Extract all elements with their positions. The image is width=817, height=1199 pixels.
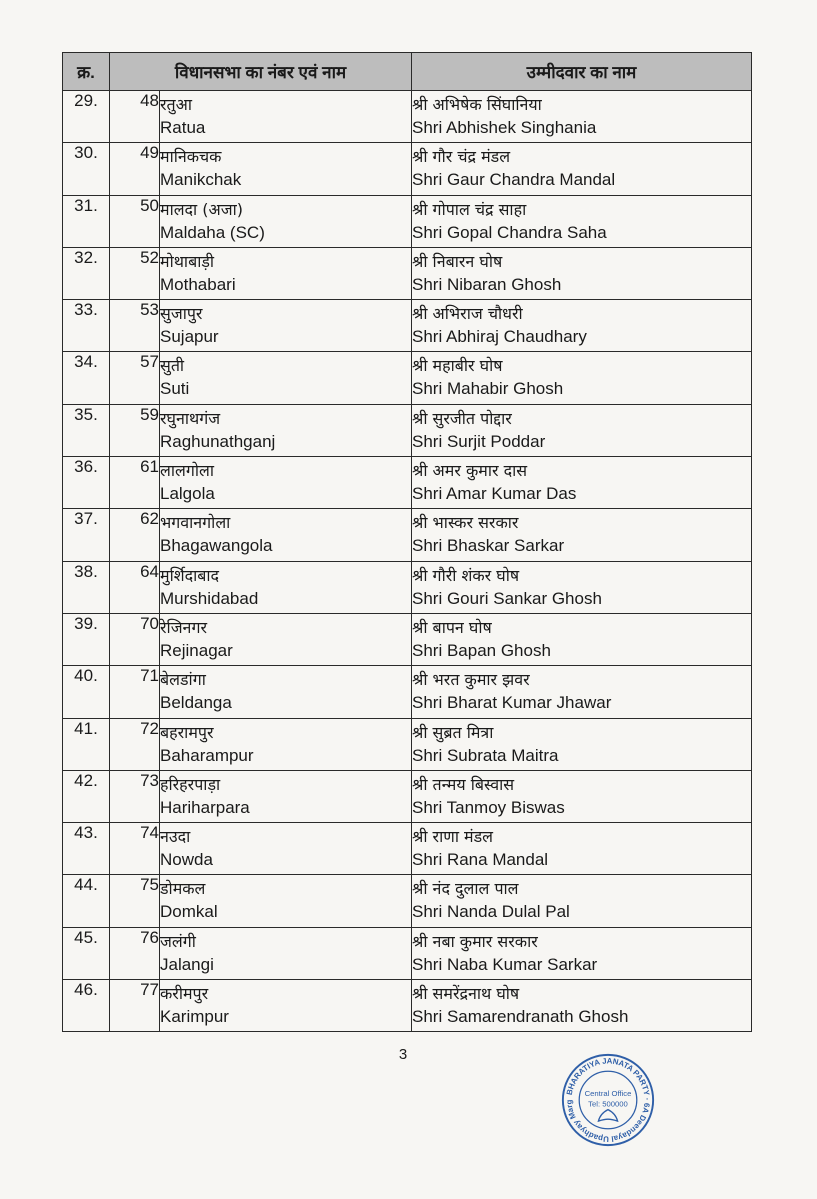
candidate-name-hindi: श्री भरत कुमार झवर [412,670,530,690]
candidate-name-english: Shri Nanda Dulal Pal [412,902,570,922]
candidate-table [62,52,752,1032]
svg-text:Tel: 500000: Tel: 500000 [588,1099,628,1109]
table-row [63,91,752,143]
candidate-name [412,457,752,509]
constituency-number: 74 [110,823,160,875]
constituency-name-hindi: लालगोला [160,461,214,481]
table-row [63,247,752,299]
table-row [63,457,752,509]
candidate-name-english: Shri Rana Mandal [412,850,549,870]
constituency-name-hindi: बेलडांगा [160,670,206,690]
serial-number: 43. [63,823,110,875]
constituency-name [160,770,412,822]
candidate-name [412,927,752,979]
table-row [63,195,752,247]
constituency-name-english: Bhagawangola [160,536,273,556]
constituency-name-hindi: मालदा (अजा) [160,199,244,219]
constituency-name [160,195,412,247]
constituency-name-hindi: डोमकल [160,879,206,899]
constituency-number: 75 [110,875,160,927]
constituency-name [160,927,412,979]
candidate-name-hindi: श्री गौरी शंकर घोष [412,565,520,585]
svg-text:BHARATIYA JANATA PARTY · 6A De: BHARATIYA JANATA PARTY · 6A Deendayal Upadhyay Marg [564,1056,652,1144]
candidate-name [412,300,752,352]
constituency-name-english: Raghunathganj [160,431,276,451]
serial-number: 29. [63,91,110,143]
candidate-name-hindi: श्री सुब्रत मित्रा [412,722,494,742]
candidate-name [412,875,752,927]
candidate-name-hindi: श्री भास्कर सरकार [412,513,519,533]
constituency-name-english: Ratua [160,118,206,137]
constituency-name-english: Jalangi [160,954,214,974]
serial-number: 41. [63,718,110,770]
constituency-name [160,823,412,875]
constituency-number: 52 [110,247,160,299]
constituency-name-hindi: जलंगी [160,931,196,951]
serial-number: 35. [63,404,110,456]
constituency-name [160,404,412,456]
candidate-name-hindi: श्री तन्मय बिस्वास [412,774,515,794]
party-seal-stamp [560,1052,656,1148]
constituency-number: 61 [110,457,160,509]
candidate-name-hindi: श्री अमर कुमार दास [412,461,528,481]
candidate-name-english: Shri Abhishek Singhania [412,118,597,137]
constituency-name-hindi: नउदा [160,827,191,847]
candidate-name [412,718,752,770]
candidate-name-english: Shri Bhaskar Sarkar [412,536,565,556]
serial-number: 44. [63,875,110,927]
constituency-name-english: Hariharpara [160,797,250,817]
svg-text:Central Office: Central Office [584,1089,632,1099]
candidate-name-hindi: श्री गौर चंद्र मंडल [412,147,511,167]
table-row [63,352,752,404]
table-row [63,927,752,979]
serial-number: 37. [63,509,110,561]
candidate-name-english: Shri Abhiraj Chaudhary [412,327,587,347]
constituency-name-english: Mothabari [160,274,236,294]
candidate-name-english: Shri Samarendranath Ghosh [412,1007,629,1027]
candidate-name [412,509,752,561]
candidate-name [412,823,752,875]
serial-number: 33. [63,300,110,352]
constituency-name [160,980,412,1032]
serial-number: 42. [63,770,110,822]
candidate-name-english: Shri Naba Kumar Sarkar [412,954,598,974]
candidate-name-english: Shri Surjit Poddar [412,431,546,451]
candidate-name-english: Shri Gouri Sankar Ghosh [412,588,602,608]
constituency-name-english: Manikchak [160,170,242,190]
constituency-name [160,666,412,718]
constituency-name-english: Beldanga [160,693,232,713]
header-constituency: विधानसभा का नंबर एवं नाम [110,53,412,91]
constituency-number: 49 [110,143,160,195]
serial-number: 46. [63,980,110,1032]
constituency-name-english: Rejinagar [160,640,233,660]
constituency-number: 77 [110,980,160,1032]
constituency-number: 73 [110,770,160,822]
candidate-name-english: Shri Gopal Chandra Saha [412,222,607,242]
seal-icon [560,1052,656,1148]
constituency-number: 72 [110,718,160,770]
candidate-name [412,247,752,299]
constituency-name [160,875,412,927]
constituency-number: 50 [110,195,160,247]
constituency-name-english: Suti [160,379,190,399]
constituency-name-english: Maldaha (SC) [160,222,265,242]
constituency-name-hindi: मानिकचक [160,147,222,167]
serial-number: 30. [63,143,110,195]
constituency-number: 59 [110,404,160,456]
candidate-name-hindi: श्री नबा कुमार सरकार [412,931,538,951]
constituency-name-english: Lalgola [160,484,215,504]
table-row [63,770,752,822]
candidate-name-hindi: श्री नंद दुलाल पाल [412,879,519,899]
constituency-name-hindi: भगवानगोला [160,513,231,533]
header-serial: क्र. [63,53,110,91]
candidate-name-hindi: श्री महाबीर घोष [412,356,503,376]
candidate-name-hindi: श्री अभिषेक सिंघानिया [412,95,542,114]
candidate-name-hindi: श्री बापन घोष [412,617,492,637]
constituency-number: 48 [110,91,160,143]
constituency-number: 71 [110,666,160,718]
constituency-name-english: Domkal [160,902,218,922]
candidate-name [412,561,752,613]
constituency-name-english: Murshidabad [160,588,259,608]
candidate-name-english: Shri Nibaran Ghosh [412,274,562,294]
constituency-name [160,613,412,665]
candidate-name-english: Shri Bapan Ghosh [412,640,551,660]
constituency-number: 57 [110,352,160,404]
constituency-name-hindi: सुती [160,356,185,376]
constituency-number: 53 [110,300,160,352]
constituency-name-hindi: मोथाबाड़ी [160,251,215,271]
candidate-name [412,980,752,1032]
candidate-name [412,352,752,404]
candidate-name [412,143,752,195]
serial-number: 45. [63,927,110,979]
constituency-name [160,143,412,195]
serial-number: 39. [63,613,110,665]
candidate-name-english: Shri Gaur Chandra Mandal [412,170,616,190]
constituency-number: 64 [110,561,160,613]
table-row [63,143,752,195]
candidate-name [412,666,752,718]
table-row [63,980,752,1032]
constituency-name [160,352,412,404]
table-row [63,561,752,613]
table-row [63,666,752,718]
serial-number: 32. [63,247,110,299]
serial-number: 36. [63,457,110,509]
candidate-name [412,91,752,143]
constituency-name-english: Baharampur [160,745,254,765]
constituency-name-hindi: बहरामपुर [160,722,214,742]
table-row [63,823,752,875]
candidate-name-english: Shri Tanmoy Biswas [412,797,565,817]
constituency-name-hindi: करीमपुर [160,984,209,1004]
constituency-name-english: Karimpur [160,1007,229,1027]
serial-number: 38. [63,561,110,613]
constituency-name-hindi: रेजिनगर [160,617,207,637]
constituency-name-hindi: हरिहरपाड़ा [160,774,221,794]
table-row [63,509,752,561]
table-row [63,300,752,352]
constituency-number: 76 [110,927,160,979]
constituency-name [160,718,412,770]
table-row [63,718,752,770]
constituency-name [160,300,412,352]
constituency-name-hindi: रतुआ [160,95,193,114]
candidate-name-english: Shri Mahabir Ghosh [412,379,564,399]
constituency-name-hindi: मुर्शिदाबाद [160,565,220,585]
page-number: 3 [398,1046,408,1063]
constituency-number: 70 [110,613,160,665]
candidate-name-english: Shri Subrata Maitra [412,745,559,765]
constituency-name [160,509,412,561]
candidate-name-hindi: श्री राणा मंडल [412,827,494,847]
serial-number: 31. [63,195,110,247]
table-header-row [63,53,752,91]
constituency-number: 62 [110,509,160,561]
table-row [63,613,752,665]
constituency-name [160,561,412,613]
serial-number: 40. [63,666,110,718]
constituency-name-hindi: रघुनाथगंज [160,408,221,428]
constituency-name-english: Nowda [160,850,213,870]
serial-number: 34. [63,352,110,404]
constituency-name [160,91,412,143]
constituency-name [160,457,412,509]
candidate-name [412,195,752,247]
candidate-name-hindi: श्री सुरजीत पोद्दार [412,408,512,428]
table-row [63,875,752,927]
candidate-name-english: Shri Bharat Kumar Jhawar [412,693,612,713]
candidate-name-hindi: श्री अभिराज चौधरी [412,304,523,324]
constituency-name-english: Sujapur [160,327,219,347]
candidate-name [412,613,752,665]
candidate-name-hindi: श्री गोपाल चंद्र साहा [412,199,527,219]
constituency-name [160,247,412,299]
candidate-name [412,404,752,456]
candidate-name-english: Shri Amar Kumar Das [412,484,577,504]
candidate-name [412,770,752,822]
candidate-name-hindi: श्री निबारन घोष [412,251,503,271]
constituency-name-hindi: सुजापुर [160,304,203,324]
candidate-name-hindi: श्री समरेंद्रनाथ घोष [412,984,520,1004]
header-candidate: उम्मीदवार का नाम [412,53,752,91]
table-row [63,404,752,456]
